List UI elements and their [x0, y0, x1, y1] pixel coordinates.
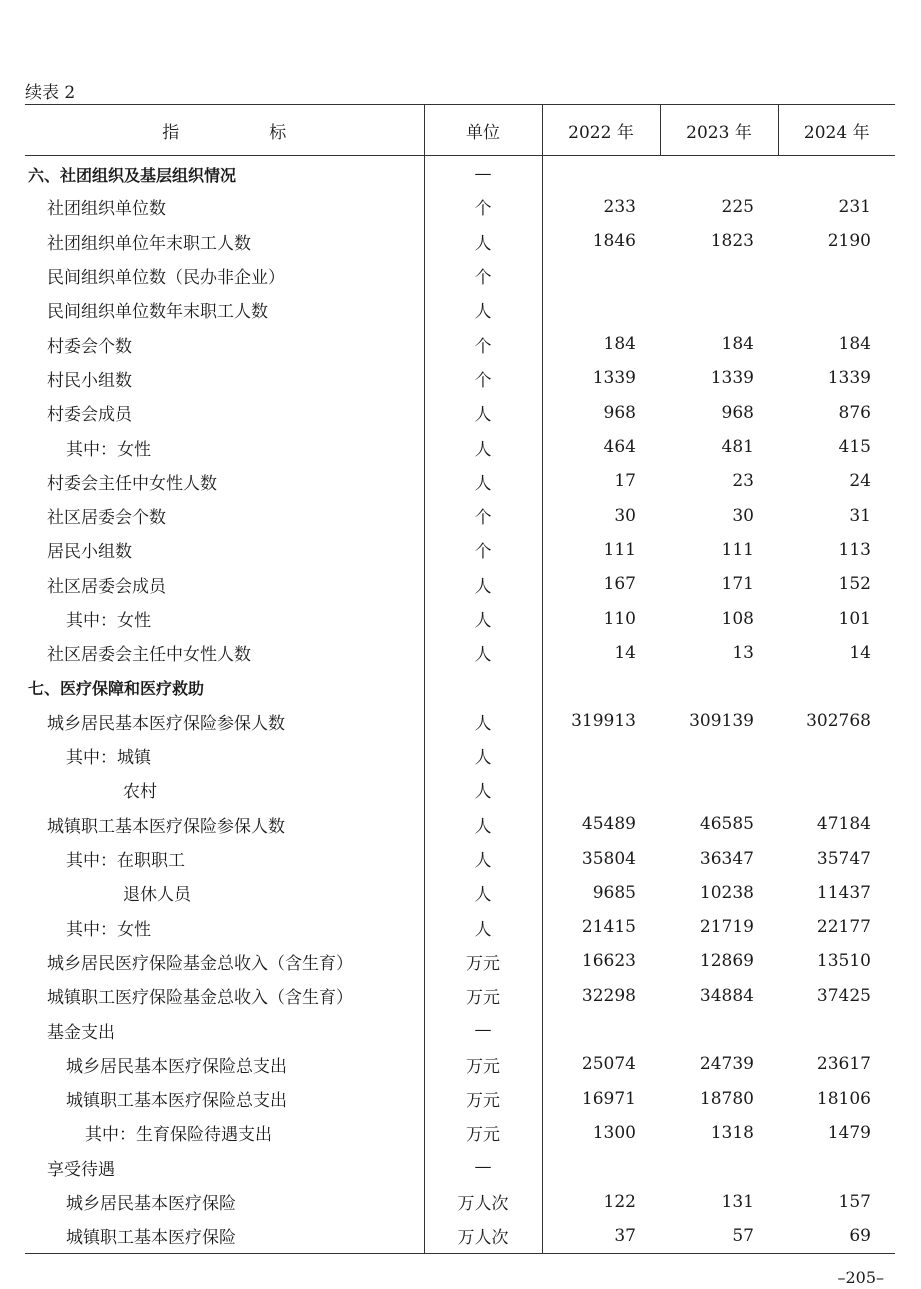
value-cell-2023: 18780 [699, 1088, 754, 1109]
value-cell-2024: 113 [838, 539, 871, 560]
value-cell-2023: 171 [721, 574, 754, 595]
value-cell-2022 [542, 739, 660, 773]
table-body [25, 156, 895, 1254]
value-cell-2023: 111 [721, 539, 754, 560]
value-cell-2023 [660, 670, 778, 704]
indicator-cell: 享受待遇 [47, 1159, 115, 1180]
value-cell-2023: 24739 [699, 1054, 754, 1075]
value-cell-2022: 17 [614, 471, 636, 492]
value-cell-2024 [778, 670, 895, 704]
value-cell-2024: 184 [838, 334, 871, 355]
table-row [25, 1116, 895, 1150]
indicator-cell: 农村 [123, 782, 157, 803]
value-cell-2023: 13 [732, 642, 754, 663]
indicator-cell: 城乡居民基本医疗保险 [66, 1194, 236, 1215]
value-cell-2023: 131 [721, 1191, 754, 1212]
table-row [25, 704, 895, 738]
value-cell-2022 [542, 293, 660, 327]
value-cell-2024: 22177 [816, 917, 871, 938]
indicator-cell: 其中：生育保险待遇支出 [85, 1125, 272, 1146]
indicator-cell: 民间组织单位数（民办非企业） [47, 268, 285, 289]
value-cell-2022: 122 [603, 1191, 636, 1212]
value-cell-2023: 481 [721, 437, 754, 458]
value-cell-2023 [660, 258, 778, 292]
unit-cell: 人 [424, 293, 542, 327]
value-cell-2024: 31 [849, 505, 871, 526]
table-caption: 续表 2 [25, 83, 76, 103]
value-cell-2022: 32298 [581, 985, 636, 1006]
value-cell-2022: 968 [603, 402, 636, 423]
unit-cell: 人 [424, 396, 542, 430]
value-cell-2022: 1300 [592, 1122, 636, 1143]
value-cell-2023: 108 [721, 608, 754, 629]
unit-cell: 人 [424, 224, 542, 258]
header-indicator-char-1: 指 [162, 122, 180, 143]
value-cell-2022: 35804 [581, 848, 636, 869]
unit-cell: 人 [424, 464, 542, 498]
unit-cell: 个 [424, 327, 542, 361]
value-cell-2023 [660, 156, 778, 190]
value-cell-2022 [542, 670, 660, 704]
table-row [25, 258, 895, 292]
unit-cell: 人 [424, 567, 542, 601]
value-cell-2024: 302768 [806, 711, 871, 732]
value-cell-2022: 111 [603, 539, 636, 560]
value-cell-2023 [660, 773, 778, 807]
value-cell-2022: 25074 [581, 1054, 636, 1075]
statistics-table [25, 104, 895, 1254]
unit-cell: 人 [424, 601, 542, 635]
table-row [25, 601, 895, 635]
value-cell-2022: 1846 [592, 231, 636, 252]
value-cell-2023: 46585 [699, 814, 754, 835]
value-cell-2024: 69 [778, 1219, 895, 1253]
indicator-cell: 村委会主任中女性人数 [47, 473, 217, 494]
table-row [25, 979, 895, 1013]
indicator-cell: 基金支出 [47, 1022, 115, 1043]
unit-cell: 人 [424, 841, 542, 875]
table-row [25, 327, 895, 361]
unit-cell: 人 [424, 636, 542, 670]
table-row [25, 190, 895, 224]
unit-cell: — [424, 1150, 542, 1184]
value-cell-2022: 30 [614, 505, 636, 526]
value-cell-2023 [660, 739, 778, 773]
indicator-cell: 六、社团组织及基层组织情况 [28, 165, 237, 185]
value-cell-2022 [542, 1150, 660, 1184]
value-cell-2023: 36347 [699, 848, 754, 869]
header-year-2023: 2023 年 [660, 105, 778, 156]
indicator-cell: 社区居委会成员 [47, 576, 166, 597]
value-cell-2023: 10238 [699, 882, 754, 903]
unit-cell: 万元 [424, 944, 542, 978]
unit-cell: — [424, 156, 542, 190]
value-cell-2024: 37425 [816, 985, 871, 1006]
value-cell-2024 [778, 258, 895, 292]
value-cell-2022: 37 [542, 1219, 660, 1253]
value-cell-2024: 101 [838, 608, 871, 629]
value-cell-2024: 231 [838, 196, 871, 217]
indicator-cell: 城乡居民基本医疗保险总支出 [66, 1056, 287, 1077]
unit-cell: 万人次 [424, 1184, 542, 1218]
table-row [25, 910, 895, 944]
table-row [25, 430, 895, 464]
unit-cell: 个 [424, 533, 542, 567]
value-cell-2024 [778, 739, 895, 773]
unit-cell: 万元 [424, 1047, 542, 1081]
indicator-cell: 其中：女性 [66, 439, 151, 460]
value-cell-2022: 1339 [592, 368, 636, 389]
value-cell-2024 [778, 1013, 895, 1047]
value-cell-2024: 2190 [827, 231, 871, 252]
value-cell-2023: 184 [721, 334, 754, 355]
table-row [25, 156, 895, 190]
indicator-cell: 村委会个数 [47, 336, 132, 357]
value-cell-2022: 14 [614, 642, 636, 663]
value-cell-2022: 184 [603, 334, 636, 355]
indicator-cell: 社团组织单位年末职工人数 [47, 233, 251, 254]
value-cell-2022: 464 [603, 437, 636, 458]
value-cell-2023: 1318 [710, 1122, 754, 1143]
indicator-cell: 其中：城镇 [66, 748, 151, 769]
unit-cell: 人 [424, 807, 542, 841]
table-row [25, 1082, 895, 1116]
indicator-cell: 其中：在职职工 [66, 851, 185, 872]
value-cell-2022: 233 [603, 196, 636, 217]
table-row [25, 464, 895, 498]
value-cell-2022: 319913 [571, 711, 636, 732]
value-cell-2024: 23617 [816, 1054, 871, 1075]
value-cell-2024: 14 [849, 642, 871, 663]
indicator-cell: 城乡居民基本医疗保险参保人数 [47, 713, 285, 734]
value-cell-2022: 16971 [581, 1088, 636, 1109]
value-cell-2024 [778, 1150, 895, 1184]
value-cell-2022 [542, 156, 660, 190]
table-header-row [25, 105, 895, 156]
header-year-2024: 2024 年 [778, 105, 895, 156]
table-row [25, 876, 895, 910]
value-cell-2024: 18106 [816, 1088, 871, 1109]
value-cell-2024: 47184 [816, 814, 871, 835]
value-cell-2023: 968 [721, 402, 754, 423]
indicator-cell: 社区居委会个数 [47, 508, 166, 529]
table-row [25, 1184, 895, 1218]
indicator-cell: 村委会成员 [47, 405, 132, 426]
value-cell-2024: 24 [849, 471, 871, 492]
value-cell-2024: 152 [838, 574, 871, 595]
unit-cell: 万元 [424, 1116, 542, 1150]
value-cell-2024: 35747 [816, 848, 871, 869]
indicator-cell: 社团组织单位数 [47, 199, 166, 220]
table-row [25, 841, 895, 875]
table-row [25, 1150, 895, 1184]
value-cell-2024: 157 [838, 1191, 871, 1212]
indicator-cell: 民间组织单位数年末职工人数 [47, 302, 268, 323]
value-cell-2023: 23 [732, 471, 754, 492]
value-cell-2022: 110 [603, 608, 636, 629]
table-row [25, 1219, 895, 1253]
page-number: –205– [837, 1268, 884, 1287]
table-row [25, 739, 895, 773]
unit-cell: 个 [424, 190, 542, 224]
table-row [25, 533, 895, 567]
value-cell-2022: 9685 [592, 882, 636, 903]
table-row [25, 636, 895, 670]
unit-cell: — [424, 1013, 542, 1047]
table-row [25, 498, 895, 532]
value-cell-2022: 21415 [581, 917, 636, 938]
value-cell-2022 [542, 773, 660, 807]
unit-cell: 万元 [424, 1082, 542, 1116]
unit-cell: 万人次 [424, 1219, 542, 1253]
value-cell-2023: 21719 [699, 917, 754, 938]
unit-cell: 人 [424, 430, 542, 464]
table-row [25, 807, 895, 841]
header-unit: 单位 [424, 105, 542, 156]
indicator-cell: 城乡居民医疗保险基金总收入（含生育） [47, 953, 353, 974]
unit-cell [424, 670, 542, 704]
indicator-cell: 退休人员 [123, 885, 191, 906]
indicator-cell: 其中：女性 [66, 919, 151, 940]
value-cell-2023: 1823 [710, 231, 754, 252]
indicator-cell: 城镇职工基本医疗保险参保人数 [47, 816, 285, 837]
value-cell-2022 [542, 258, 660, 292]
table-row [25, 944, 895, 978]
value-cell-2024: 415 [838, 437, 871, 458]
unit-cell: 人 [424, 910, 542, 944]
table-row [25, 361, 895, 395]
value-cell-2024: 1479 [827, 1122, 871, 1143]
value-cell-2023: 225 [721, 196, 754, 217]
value-cell-2024: 11437 [816, 882, 871, 903]
table-row [25, 567, 895, 601]
value-cell-2023: 30 [732, 505, 754, 526]
value-cell-2024: 13510 [816, 951, 871, 972]
value-cell-2023: 57 [660, 1219, 778, 1253]
value-cell-2023: 309139 [689, 711, 754, 732]
indicator-cell: 其中：女性 [66, 611, 151, 631]
unit-cell: 人 [424, 773, 542, 807]
indicator-cell: 城镇职工基本医疗保险 [25, 1219, 424, 1253]
header-indicator-char-2: 标 [269, 122, 287, 143]
value-cell-2023 [660, 1013, 778, 1047]
value-cell-2024 [778, 156, 895, 190]
indicator-cell: 城镇职工基本医疗保险总支出 [66, 1091, 287, 1112]
value-cell-2022 [542, 1013, 660, 1047]
unit-cell: 万元 [424, 979, 542, 1013]
unit-cell: 人 [424, 876, 542, 910]
table-row [25, 396, 895, 430]
table-row [25, 293, 895, 327]
value-cell-2024 [778, 293, 895, 327]
table-row [25, 224, 895, 258]
unit-cell: 个 [424, 258, 542, 292]
value-cell-2023: 1339 [710, 368, 754, 389]
value-cell-2024 [778, 773, 895, 807]
header-year-2022: 2022 年 [542, 105, 660, 156]
indicator-cell: 七、医疗保障和医疗救助 [28, 678, 205, 698]
value-cell-2024: 876 [838, 402, 871, 423]
table-row [25, 1047, 895, 1081]
unit-cell: 个 [424, 498, 542, 532]
indicator-cell: 社区居委会主任中女性人数 [47, 645, 251, 666]
unit-cell: 人 [424, 704, 542, 738]
value-cell-2023: 34884 [699, 985, 754, 1006]
value-cell-2022: 45489 [581, 814, 636, 835]
unit-cell: 个 [424, 361, 542, 395]
indicator-cell: 城镇职工医疗保险基金总收入（含生育） [47, 988, 353, 1009]
value-cell-2022: 16623 [581, 951, 636, 972]
value-cell-2023 [660, 293, 778, 327]
table-row [25, 670, 895, 704]
unit-cell: 人 [424, 739, 542, 773]
table-row [25, 1013, 895, 1047]
value-cell-2023 [660, 1150, 778, 1184]
indicator-cell: 村民小组数 [47, 370, 132, 391]
indicator-cell: 居民小组数 [47, 542, 132, 563]
header-indicator [25, 105, 424, 156]
table-row [25, 773, 895, 807]
value-cell-2024: 1339 [827, 368, 871, 389]
value-cell-2023: 12869 [699, 951, 754, 972]
value-cell-2022: 167 [603, 574, 636, 595]
